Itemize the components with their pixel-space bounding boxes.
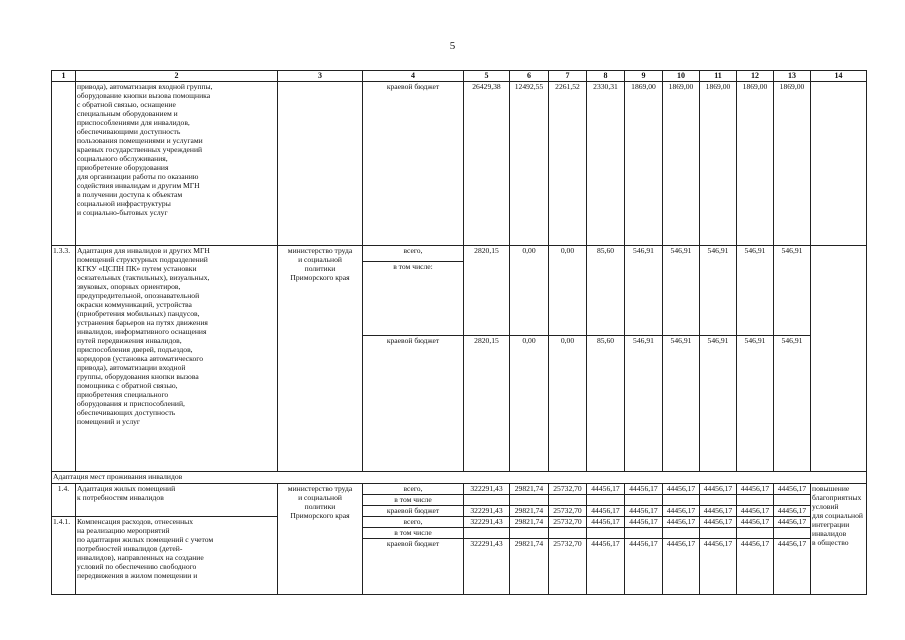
col-header: 13 [774,71,811,82]
value-cell: 546,91 [700,246,737,336]
value-cell: 44456,17 [587,484,625,495]
value-cell: 44456,17 [700,506,737,517]
value-cell: 12492,55 [510,82,549,246]
value-cell: 0,00 [549,336,587,472]
value-cell: 0,00 [510,246,549,336]
value-cell: 44456,17 [737,517,774,528]
header-row [52,71,867,82]
section-title: Адаптация мест проживания инвалидов [52,472,867,484]
result-cell: повышение благоприятных условий для социальной интеграции инвалидов в общество [811,484,867,595]
value-cell: 44456,17 [625,517,663,528]
col-header: 14 [811,71,867,82]
col-header: 1 [52,71,76,82]
value-cell: 29821,74 [510,484,549,495]
value-cell: 44456,17 [587,506,625,517]
measure-description: привода), автоматизация входной группы, оборудование кнопки вызова помощника с обратной связью, оснащение специальным оборудованием и приспособлениями для инвалидов, обеспечивающими доступность пользования помещениями и услугами краевых государственных учреждений социального обслуживания, приобретение оборудования для организации работы по оказанию содействия инвалидам и другим МГН в получении доступа к объектам социальной инфраструктуры и социально-бытовых услуг [76,82,278,246]
value-cell: 44456,17 [663,484,700,495]
total-label: всего, [363,517,464,528]
table-row [52,82,867,246]
value-cell: 546,91 [700,336,737,472]
value-cell: 85,60 [587,336,625,472]
program-table [51,70,867,595]
including-label: в том числе: [363,262,464,336]
value-cell: 546,91 [737,336,774,472]
col-header: 7 [549,71,587,82]
result-cell [811,246,867,472]
including-label: в том числе [363,528,464,539]
value-cell: 44456,17 [774,506,811,517]
value-cell: 1869,00 [625,82,663,246]
page-number: 5 [449,40,456,52]
value-cell: 1869,00 [663,82,700,246]
value-cell: 546,91 [625,246,663,336]
value-cell: 1869,00 [774,82,811,246]
value-cell: 44456,17 [587,539,625,595]
col-header: 4 [363,71,464,82]
value-cell: 25732,70 [549,517,587,528]
value-cell: 44456,17 [700,539,737,595]
value-cell: 546,91 [737,246,774,336]
value-cell: 44456,17 [774,484,811,495]
result-cell [811,82,867,246]
value-cell: 0,00 [510,336,549,472]
table-row [52,484,867,495]
executor-cell: министерство труда и социальной политики Приморского края [278,246,363,472]
value-cell: 2330,31 [587,82,625,246]
total-label: всего, [363,246,464,262]
value-cell: 25732,70 [549,506,587,517]
value-cell: 25732,70 [549,484,587,495]
row-number-cell: 1.4. [52,484,76,517]
value-cell: 44456,17 [700,517,737,528]
value-cell: 0,00 [549,246,587,336]
col-header: 2 [76,71,278,82]
value-cell: 29821,74 [510,539,549,595]
col-header: 11 [700,71,737,82]
value-cell: 26429,38 [464,82,510,246]
col-header: 9 [625,71,663,82]
value-cell: 546,91 [663,336,700,472]
measure-description: Компенсация расходов, отнесенных на реализацию мероприятий по адаптации жилых помещений с учетом потребностей инвалидов (детей- инвалидов), направленных на создание условий по обеспечению свободного передвижения в жилом помещении и [76,517,278,595]
value-cell: 1869,00 [700,82,737,246]
funding-source: краевой бюджет [363,336,464,472]
value-cell: 44456,17 [737,539,774,595]
including-label: в том числе [363,495,464,506]
value-cell: 322291,43 [464,539,510,595]
value-cell: 29821,74 [510,506,549,517]
funding-source: краевой бюджет [363,82,464,246]
row-number-cell [52,82,76,246]
executor-cell [278,82,363,246]
value-cell: 1869,00 [737,82,774,246]
value-cell: 44456,17 [663,506,700,517]
value-cell: 44456,17 [625,539,663,595]
col-header: 3 [278,71,363,82]
value-cell: 44456,17 [774,517,811,528]
value-cell: 546,91 [774,246,811,336]
col-header: 8 [587,71,625,82]
value-cell: 44456,17 [663,517,700,528]
total-label: всего, [363,484,464,495]
value-cell: 44456,17 [663,539,700,595]
value-cell: 2261,52 [549,82,587,246]
col-header: 10 [663,71,700,82]
table-row [52,517,867,528]
table-row [52,246,867,262]
col-header: 5 [464,71,510,82]
value-cell: 44456,17 [625,484,663,495]
value-cell: 322291,43 [464,517,510,528]
value-cell: 322291,43 [464,484,510,495]
value-cell: 44456,17 [737,484,774,495]
value-cell: 85,60 [587,246,625,336]
executor-cell: министерство труда и социальной политики Приморского края [278,484,363,595]
value-cell: 44456,17 [774,539,811,595]
value-cell: 2820,15 [464,336,510,472]
value-cell: 25732,70 [549,539,587,595]
value-cell: 546,91 [625,336,663,472]
row-number-cell: 1.3.3. [52,246,76,472]
value-cell: 29821,74 [510,517,549,528]
col-header: 12 [737,71,774,82]
value-cell: 44456,17 [587,517,625,528]
value-cell: 546,91 [663,246,700,336]
value-cell: 44456,17 [737,506,774,517]
value-cell: 44456,17 [700,484,737,495]
table-row [52,472,867,484]
measure-description: Адаптация для инвалидов и других МГН помещений структурных подразделений КГКУ «ЦСПН ПК» путем установки осязательных (тактильных), визуальных, звуковых, опорных ориентиров, предупредительной, опознавательной окраски коммуникаций, устройства (приобретения мобильных) пандусов, устранения барьеров на путях движения инвалидов, информативного оснащения путей передвижения инвалидов, приспособления дверей, подъездов, коридоров (установка автоматического привода), автоматизации входной группы, оборудования кнопки вызова помощника с обратной связью, приобретения специального оборудования и приспособлений, обеспечивающих доступность помещений и услуг [76,246,278,472]
value-cell: 44456,17 [625,506,663,517]
row-number-cell: 1.4.1. [52,517,76,595]
value-cell: 2820,15 [464,246,510,336]
value-cell: 322291,43 [464,506,510,517]
funding-source: краевой бюджет [363,539,464,595]
measure-description: Адаптация жилых помещений к потребностям инвалидов [76,484,278,517]
value-cell: 546,91 [774,336,811,472]
col-header: 6 [510,71,549,82]
funding-source: краевой бюджет [363,506,464,517]
